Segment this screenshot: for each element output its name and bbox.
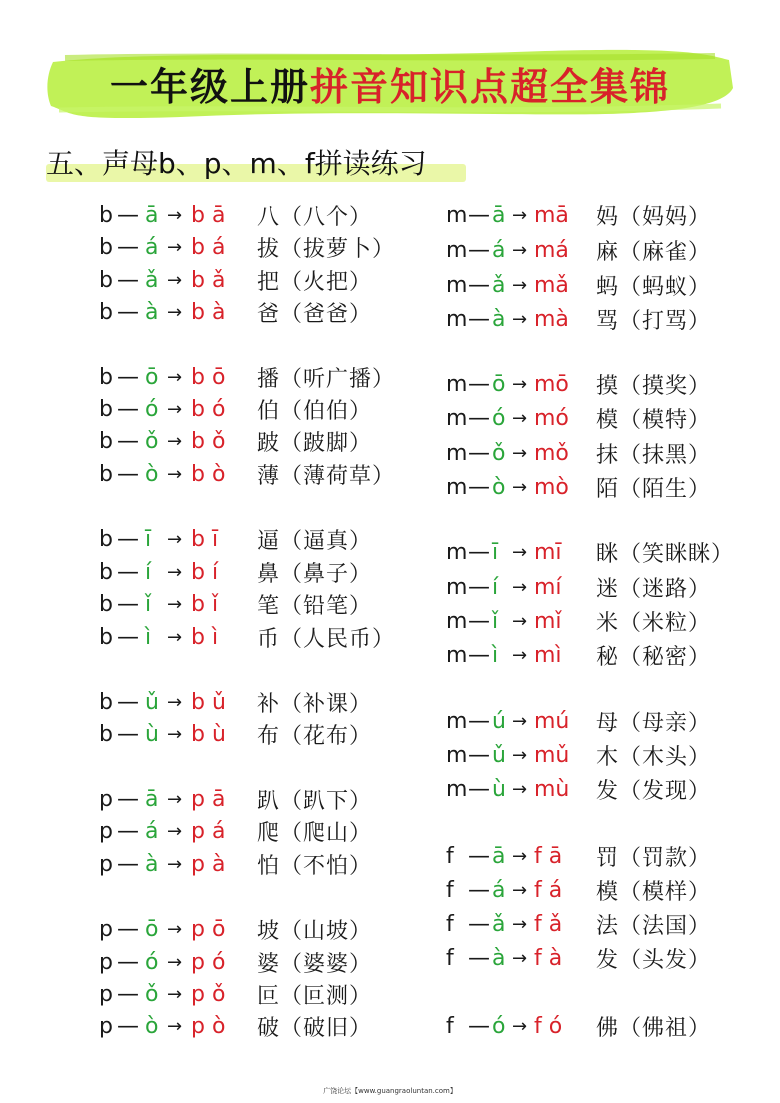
vowel: ō (145, 916, 159, 942)
title-part-2: 拼音知识点超全集锦 (310, 64, 671, 109)
dash: — (117, 721, 139, 747)
hanzi-word: 眯（笑眯眯） (596, 541, 735, 567)
hanzi-word: 怕（不怕） (257, 853, 373, 879)
arrow-icon: → (167, 561, 183, 583)
vowel: ì (145, 624, 152, 650)
vowel: ǐ (145, 591, 152, 617)
arrow-icon: → (167, 528, 183, 550)
arrow-icon: → (512, 879, 528, 901)
dash: — (468, 642, 490, 668)
dash: — (468, 843, 490, 869)
dash: — (468, 574, 490, 600)
consonant: m (446, 202, 468, 228)
syllable: b ā (191, 202, 226, 228)
arrow-icon: → (167, 398, 183, 420)
spelling-row (99, 425, 372, 457)
vowel: ǐ (492, 608, 499, 634)
hanzi-word: 发（发现） (596, 778, 712, 804)
syllable: mǐ (534, 608, 562, 634)
dash: — (117, 981, 139, 1007)
consonant: b (99, 559, 113, 585)
syllable: b ǔ (191, 689, 226, 715)
spelling-row (446, 705, 711, 737)
hanzi-word: 婆（婆婆） (257, 951, 373, 977)
consonant: f (446, 843, 454, 869)
arrow-icon: → (167, 1015, 183, 1037)
hanzi-word: 模（模特） (596, 407, 712, 433)
spelling-row (446, 402, 711, 434)
hanzi-word: 母（母亲） (596, 710, 712, 736)
vowel: ò (492, 474, 506, 500)
arrow-icon: → (512, 373, 528, 395)
dash: — (468, 237, 490, 263)
vowel: ǔ (492, 742, 506, 768)
spelling-row (99, 264, 372, 296)
dash: — (468, 877, 490, 903)
vowel: ō (492, 371, 506, 397)
section-heading (46, 142, 427, 184)
syllable: mā (534, 202, 569, 228)
syllable: f ǎ (534, 911, 563, 937)
section-heading-text: 五、声母b、p、m、f拼读练习 (46, 147, 427, 180)
consonant: b (99, 689, 113, 715)
vowel: ó (492, 405, 506, 431)
dash: — (468, 776, 490, 802)
consonant: p (99, 786, 113, 812)
consonant: b (99, 526, 113, 552)
syllable: b ì (191, 624, 219, 650)
arrow-icon: → (512, 644, 528, 666)
dash: — (117, 396, 139, 422)
hanzi-word: 逼（逼真） (257, 528, 373, 554)
spelling-row (446, 908, 711, 940)
arrow-icon: → (167, 204, 183, 226)
dash: — (468, 474, 490, 500)
vowel: ā (145, 202, 159, 228)
spelling-row (99, 783, 372, 815)
arrow-icon: → (512, 913, 528, 935)
page-title (45, 48, 735, 118)
dash: — (468, 272, 490, 298)
dash: — (117, 428, 139, 454)
title-banner (45, 48, 735, 118)
dash: — (117, 851, 139, 877)
consonant: b (99, 299, 113, 325)
consonant: m (446, 272, 468, 298)
arrow-icon: → (512, 204, 528, 226)
hanzi-word: 叵（叵测） (257, 983, 373, 1009)
arrow-icon: → (512, 744, 528, 766)
hanzi-word: 坡（山坡） (257, 918, 373, 944)
hanzi-word: 发（头发） (596, 947, 712, 973)
consonant: b (99, 267, 113, 293)
hanzi-word: 摸（摸奖） (596, 373, 712, 399)
consonant: p (99, 818, 113, 844)
vowel: à (145, 851, 159, 877)
syllable: má (534, 237, 569, 263)
hanzi-word: 笔（铅笔） (257, 593, 373, 619)
dash: — (117, 461, 139, 487)
hanzi-word: 妈（妈妈） (596, 204, 712, 230)
spelling-row (446, 303, 711, 335)
dash: — (468, 708, 490, 734)
arrow-icon: → (512, 442, 528, 464)
hanzi-word: 法（法国） (596, 913, 712, 939)
hanzi-word: 抹（抹黑） (596, 442, 712, 468)
hanzi-word: 蚂（蚂蚁） (596, 274, 712, 300)
dash: — (117, 202, 139, 228)
syllable: p ō (191, 916, 226, 942)
spelling-row (99, 393, 372, 425)
vowel: ō (145, 364, 159, 390)
vowel: ī (492, 539, 499, 565)
arrow-icon: → (512, 476, 528, 498)
consonant: m (446, 574, 468, 600)
arrow-icon: → (167, 626, 183, 648)
dash: — (117, 234, 139, 260)
arrow-icon: → (512, 576, 528, 598)
spelling-row (446, 234, 711, 266)
arrow-icon: → (167, 463, 183, 485)
vowel: ó (145, 396, 159, 422)
vowel: ǎ (492, 911, 506, 937)
spelling-row (99, 718, 372, 750)
vowel: ā (145, 786, 159, 812)
vowel: ā (492, 843, 506, 869)
arrow-icon: → (167, 430, 183, 452)
arrow-icon: → (167, 691, 183, 713)
vowel: ì (492, 642, 499, 668)
consonant: p (99, 949, 113, 975)
vowel: ī (145, 526, 152, 552)
title-part-1: 一年级上册 (109, 64, 310, 109)
syllable: mí (534, 574, 562, 600)
spelling-row (99, 978, 372, 1010)
dash: — (117, 786, 139, 812)
dash: — (468, 202, 490, 228)
arrow-icon: → (167, 301, 183, 323)
spelling-row (446, 874, 711, 906)
arrow-icon: → (512, 1015, 528, 1037)
vowel: á (145, 234, 159, 260)
consonant: f (446, 1013, 454, 1039)
vowel: à (492, 306, 506, 332)
hanzi-word: 鼻（鼻子） (257, 561, 373, 587)
dash: — (117, 1013, 139, 1039)
arrow-icon: → (167, 951, 183, 973)
consonant: m (446, 474, 468, 500)
dash: — (468, 539, 490, 565)
vowel: à (492, 945, 506, 971)
syllable: p ó (191, 949, 226, 975)
spelling-row (99, 458, 395, 490)
syllable: mì (534, 642, 562, 668)
dash: — (117, 299, 139, 325)
spelling-row (99, 1010, 372, 1042)
consonant: m (446, 306, 468, 332)
vowel: ǎ (492, 272, 506, 298)
syllable: b ǎ (191, 267, 226, 293)
consonant: p (99, 1013, 113, 1039)
arrow-icon: → (167, 983, 183, 1005)
arrow-icon: → (512, 845, 528, 867)
spelling-row (446, 199, 711, 231)
hanzi-word: 麻（麻雀） (596, 239, 712, 265)
consonant: b (99, 396, 113, 422)
hanzi-word: 模（模样） (596, 879, 712, 905)
consonant: f (446, 945, 454, 971)
consonant: m (446, 776, 468, 802)
syllable: mō (534, 371, 569, 397)
spelling-row (99, 296, 372, 328)
spelling-row (99, 848, 372, 880)
syllable: b à (191, 299, 226, 325)
spelling-row (446, 269, 711, 301)
dash: — (468, 405, 490, 431)
consonant: b (99, 721, 113, 747)
arrow-icon: → (512, 710, 528, 732)
spelling-row (99, 588, 372, 620)
consonant: m (446, 608, 468, 634)
dash: — (117, 526, 139, 552)
syllable: mī (534, 539, 562, 565)
syllable: p á (191, 818, 226, 844)
syllable: p ǒ (191, 981, 226, 1007)
dash: — (117, 949, 139, 975)
dash: — (117, 818, 139, 844)
syllable: b í (191, 559, 219, 585)
arrow-icon: → (512, 778, 528, 800)
vowel: ā (492, 202, 506, 228)
arrow-icon: → (167, 593, 183, 615)
syllable: mǔ (534, 742, 570, 768)
consonant: b (99, 624, 113, 650)
syllable: p à (191, 851, 226, 877)
vowel: ù (145, 721, 159, 747)
syllable: f à (534, 945, 563, 971)
hanzi-word: 罚（罚款） (596, 845, 712, 871)
vowel: ǔ (145, 689, 159, 715)
spelling-row (446, 942, 711, 974)
syllable: p ā (191, 786, 226, 812)
vowel: ǒ (145, 428, 159, 454)
spelling-row (446, 773, 711, 805)
consonant: m (446, 405, 468, 431)
vowel: ù (492, 776, 506, 802)
consonant: b (99, 591, 113, 617)
hanzi-word: 薄（薄荷草） (257, 463, 396, 489)
vowel: à (145, 299, 159, 325)
vowel: ó (145, 949, 159, 975)
arrow-icon: → (167, 788, 183, 810)
spelling-row (99, 556, 372, 588)
hanzi-word: 木（木头） (596, 744, 712, 770)
spelling-row (99, 913, 372, 945)
dash: — (117, 559, 139, 585)
consonant: b (99, 461, 113, 487)
consonant: b (99, 234, 113, 260)
spelling-row (99, 231, 395, 263)
dash: — (117, 591, 139, 617)
arrow-icon: → (167, 723, 183, 745)
spelling-row (446, 605, 711, 637)
vowel: ó (492, 1013, 506, 1039)
hanzi-word: 币（人民币） (257, 626, 396, 652)
vowel: á (145, 818, 159, 844)
hanzi-word: 骂（打骂） (596, 308, 712, 334)
dash: — (468, 911, 490, 937)
dash: — (117, 916, 139, 942)
arrow-icon: → (167, 853, 183, 875)
hanzi-word: 播（听广播） (257, 366, 396, 392)
arrow-icon: → (512, 239, 528, 261)
syllable: mù (534, 776, 570, 802)
arrow-icon: → (167, 918, 183, 940)
arrow-icon: → (512, 541, 528, 563)
spelling-row (446, 739, 711, 771)
hanzi-word: 八（八个） (257, 204, 373, 230)
hanzi-word: 布（花布） (257, 723, 373, 749)
consonant: p (99, 851, 113, 877)
consonant: p (99, 916, 113, 942)
spelling-row (99, 199, 372, 231)
syllable: b ǒ (191, 428, 226, 454)
consonant: m (446, 237, 468, 263)
spelling-row (99, 361, 395, 393)
vowel: í (492, 574, 499, 600)
consonant: p (99, 981, 113, 1007)
dash: — (468, 945, 490, 971)
vowel: ú (492, 708, 506, 734)
arrow-icon: → (512, 947, 528, 969)
vowel: ò (145, 1013, 159, 1039)
arrow-icon: → (512, 274, 528, 296)
syllable: f ā (534, 843, 563, 869)
dash: — (468, 742, 490, 768)
spelling-row (99, 946, 372, 978)
consonant: m (446, 440, 468, 466)
hanzi-word: 趴（趴下） (257, 788, 373, 814)
hanzi-word: 破（破旧） (257, 1015, 373, 1041)
arrow-icon: → (167, 236, 183, 258)
hanzi-word: 伯（伯伯） (257, 398, 373, 424)
consonant: m (446, 708, 468, 734)
hanzi-word: 迷（迷路） (596, 576, 712, 602)
arrow-icon: → (167, 269, 183, 291)
spelling-row (446, 1010, 711, 1042)
consonant: m (446, 742, 468, 768)
syllable: mǎ (534, 272, 569, 298)
dash: — (468, 371, 490, 397)
spelling-row (446, 571, 711, 603)
spelling-row (446, 368, 711, 400)
consonant: f (446, 911, 454, 937)
spelling-row (99, 621, 395, 653)
vowel: á (492, 237, 506, 263)
spelling-row (446, 536, 734, 568)
arrow-icon: → (167, 820, 183, 842)
dash: — (468, 608, 490, 634)
vowel: ǎ (145, 267, 159, 293)
syllable: mǒ (534, 440, 569, 466)
syllable: mà (534, 306, 569, 332)
hanzi-word: 佛（佛祖） (596, 1015, 712, 1041)
syllable: mò (534, 474, 569, 500)
arrow-icon: → (512, 407, 528, 429)
hanzi-word: 拔（拔萝卜） (257, 236, 396, 262)
consonant: b (99, 364, 113, 390)
arrow-icon: → (512, 610, 528, 632)
hanzi-word: 把（火把） (257, 269, 373, 295)
hanzi-word: 爬（爬山） (257, 820, 373, 846)
vowel: ǒ (145, 981, 159, 1007)
hanzi-word: 补（补课） (257, 691, 373, 717)
consonant: b (99, 428, 113, 454)
footer-source: 广饶论坛【www.guangraoluntan.com】 (323, 1087, 457, 1095)
syllable: mó (534, 405, 569, 431)
hanzi-word: 跛（跛脚） (257, 430, 373, 456)
consonant: b (99, 202, 113, 228)
hanzi-word: 秘（秘密） (596, 644, 712, 670)
dash: — (117, 689, 139, 715)
dash: — (468, 1013, 490, 1039)
arrow-icon: → (512, 308, 528, 330)
hanzi-word: 爸（爸爸） (257, 301, 373, 327)
dash: — (117, 624, 139, 650)
consonant: m (446, 642, 468, 668)
syllable: b ó (191, 396, 226, 422)
spelling-row (446, 840, 711, 872)
consonant: m (446, 539, 468, 565)
hanzi-word: 陌（陌生） (596, 476, 712, 502)
hanzi-word: 米（米粒） (596, 610, 712, 636)
syllable: p ò (191, 1013, 226, 1039)
spelling-row (99, 523, 372, 555)
dash: — (468, 306, 490, 332)
syllable: mú (534, 708, 570, 734)
syllable: f á (534, 877, 563, 903)
spelling-row (99, 815, 372, 847)
syllable: b ù (191, 721, 226, 747)
syllable: b á (191, 234, 226, 260)
dash: — (117, 364, 139, 390)
syllable: b ò (191, 461, 226, 487)
syllable: b ī (191, 526, 219, 552)
vowel: ò (145, 461, 159, 487)
vowel: í (145, 559, 152, 585)
vowel: ǒ (492, 440, 506, 466)
syllable: b ǐ (191, 591, 219, 617)
spelling-row (446, 639, 711, 671)
spelling-row (446, 471, 711, 503)
spelling-row (446, 437, 711, 469)
dash: — (468, 440, 490, 466)
syllable: f ó (534, 1013, 563, 1039)
vowel: á (492, 877, 506, 903)
dash: — (117, 267, 139, 293)
syllable: b ō (191, 364, 226, 390)
spelling-row (99, 686, 372, 718)
consonant: f (446, 877, 454, 903)
arrow-icon: → (167, 366, 183, 388)
consonant: m (446, 371, 468, 397)
